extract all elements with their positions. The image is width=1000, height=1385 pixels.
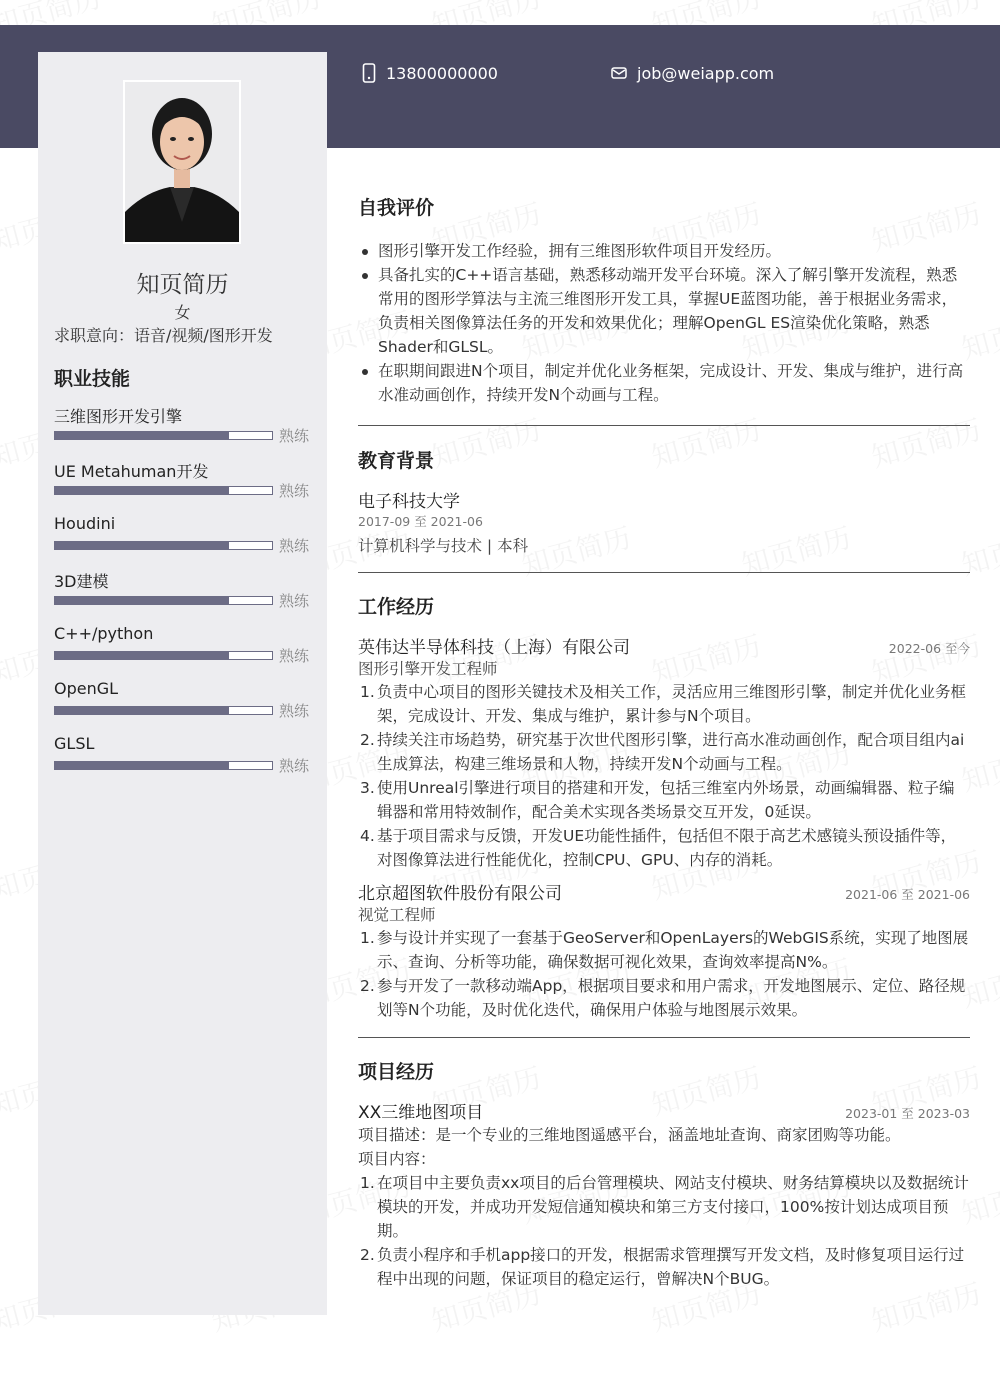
education-section [358,443,970,557]
list-item: 3. 使用Unreal引擎进行项目的搭建和开发，包括三维室内外场景，动画编辑器、粒子编辑器和常用特效制作，配合美术实现各类场景交互开发，0延误。 [360,779,955,821]
education-period: 2017-09 至 2021-06 [358,514,483,529]
project-items [358,1171,970,1291]
list-item: 2. 参与开发了一款移动端App，根据项目要求和用户需求，开发地图展示、定位、路径规划等N个功能，及时优化迭代，确保用户体验与地图展示效果。 [360,977,966,1019]
skill-progress-bar [54,541,273,550]
skill-name: UE Metahuman开发 [54,462,209,481]
email-contact [611,62,774,84]
profile-gender: 女 [174,303,191,322]
divider [358,425,970,426]
project-name: XX三维地图项目 [358,1103,484,1123]
phone-icon [362,63,376,83]
company-name: 北京超图软件股份有限公司 [358,884,562,904]
education-major: 计算机科学与技术 | 本科 [358,537,529,555]
skill-level: 熟练 [279,427,310,445]
skill-progress-bar [54,761,273,770]
list-item: 1. 在项目中主要负责xx项目的后台管理模块、网站支付模块、财务结算模块以及数据统计模块的开发，并成功开发短信通知模块和第三方支付接口，100%按计划达成项目预期。 [360,1174,969,1240]
skill-item [54,569,314,619]
divider [358,572,970,573]
skill-level: 熟练 [279,757,310,775]
skill-progress-bar [54,431,273,440]
company-name: 英伟达半导体科技（上海）有限公司 [358,638,630,658]
job-duties [358,926,970,1022]
work-title: 工作经历 [358,596,435,618]
skill-name: GLSL [54,734,95,753]
skill-progress-fill [55,487,229,494]
project-description: 项目描述：是一个专业的三维地图遥感平台，涵盖地址查询、商家团购等功能。 [358,1126,901,1144]
skill-progress-bar [54,706,273,715]
mail-icon [611,66,627,80]
skill-level: 熟练 [279,482,310,500]
skill-item [54,514,314,564]
projects-title: 项目经历 [358,1061,435,1083]
list-item: 2. 负责小程序和手机app接口的开发，根据需求管理撰写开发文档，及时修复项目运行过程中出现的问题，保证项目的稳定运行，曾解决N个BUG。 [360,1246,965,1288]
job-date: 2022-06 至今 [888,641,970,656]
skill-progress-fill [55,432,229,439]
skill-item [54,459,314,509]
school-name: 电子科技大学 [358,492,460,512]
self-evaluation-list [358,239,970,407]
skill-name: 三维图形开发引擎 [54,407,183,426]
job-role: 图形引擎开发工程师 [358,660,498,678]
self-evaluation-section [358,190,970,407]
skill-item [54,734,314,784]
self-evaluation-title: 自我评价 [358,197,435,219]
job-intent: 求职意向：语音/视频/图形开发 [54,326,273,345]
profile-photo [123,80,241,244]
skill-level: 熟练 [279,592,310,610]
email-address: job@weiapp.com [637,63,775,83]
profile-name: 知页简历 [136,272,229,298]
skill-name: Houdini [54,514,116,533]
skill-progress-fill [55,542,229,549]
skill-item [54,679,314,729]
phone-contact [362,62,498,84]
list-item: 图形引擎开发工作经验，拥有三维图形软件项目开发经历。 [358,239,970,263]
skill-progress-fill [55,597,229,604]
list-item: 1. 参与设计并实现了一套基于GeoServer和OpenLayers的WebGIS系统，实现了地图展示、查询、分析等功能，确保数据可视化效果，查询效率提高N%。 [360,929,969,971]
skill-progress-bar [54,596,273,605]
skill-item [54,624,314,674]
skill-name: 3D建模 [54,572,109,591]
skill-level: 熟练 [279,702,310,720]
job-duties [358,680,970,872]
divider [358,1037,970,1038]
list-item: 4. 基于项目需求与反馈，开发UE功能性插件，包括但不限于高艺术感镜头预设插件等，对图像算法进行性能优化，控制CPU、GPU、内存的消耗。 [360,827,957,869]
main-content [358,190,970,1291]
list-item: 具备扎实的C++语言基础，熟悉移动端开发平台环境。深入了解引擎开发流程，熟悉常用的图形学算法与主流三维图形开发工具，掌握UE蓝图功能，善于根据业务需求，负责相关图像算法任务的开发和效果优化；理解OpenGL ES渲染优化策略，熟悉Shader和GLSL。 [358,263,970,359]
job-role: 视觉工程师 [358,906,436,924]
skill-level: 熟练 [279,537,310,555]
skill-progress-bar [54,651,273,660]
list-item: 1. 负责中心项目的图形关键技术及相关工作，灵活应用三维图形引擎，制定并优化业务框架，完成设计、开发、集成与维护，累计参与N个项目。 [360,683,967,725]
skills-title: 职业技能 [54,368,131,390]
job-date: 2021-06 至 2021-06 [845,887,970,902]
projects-section [358,1054,970,1291]
skill-progress-fill [55,707,229,714]
phone-number: 13800000000 [386,63,498,83]
project-content-label: 项目内容： [358,1150,436,1168]
list-item: 2. 持续关注市场趋势，研究基于次世代图形引擎，进行高水准动画创作，配合项目组内ai生成算法，构建三维场景和人物，持续开发N个动画与工程。 [360,731,965,773]
skill-level: 熟练 [279,647,310,665]
skill-name: OpenGL [54,679,119,698]
job-entry [358,633,970,872]
skill-progress-fill [55,762,229,769]
skill-progress-bar [54,486,273,495]
skill-name: C++/python [54,624,154,643]
education-title: 教育背景 [358,450,435,472]
list-item: 在职期间跟进N个项目，制定并优化业务框架，完成设计、开发、集成与维护，进行高水准动画创作，持续开发N个动画与工程。 [358,359,970,407]
skill-progress-fill [55,652,229,659]
skill-item [54,404,314,454]
project-date: 2023-01 至 2023-03 [845,1106,970,1121]
work-section [358,589,970,1022]
job-entry [358,879,970,1022]
